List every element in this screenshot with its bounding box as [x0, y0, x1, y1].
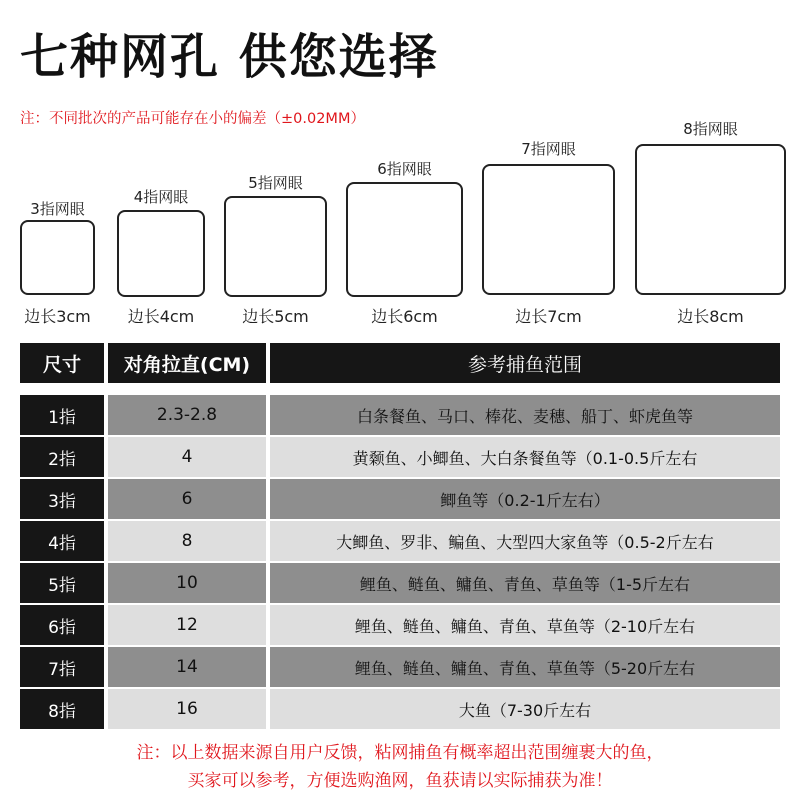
mesh-6	[346, 158, 463, 326]
catch-range-cell: 鲤鱼、鲢鱼、鳙鱼、青鱼、草鱼等（1-5斤左右	[270, 563, 780, 603]
diagonal-cell: 14	[108, 647, 266, 687]
tolerance-note: 注：不同批次的产品可能存在小的偏差（±0.02MM）	[20, 111, 365, 127]
page-title: 七种网孔 供您选择	[20, 29, 439, 85]
size-cell: 2指	[20, 437, 104, 477]
mesh-label: 7指网眼	[521, 140, 576, 158]
diagonal-cell: 16	[108, 689, 266, 729]
size-cell: 3指	[20, 479, 104, 519]
mesh-8	[635, 118, 786, 326]
mesh-side-length: 边长6cm	[371, 307, 438, 326]
size-cell: 7指	[20, 647, 104, 687]
mesh-square-6	[346, 182, 463, 297]
table-row	[20, 605, 780, 645]
mesh-label: 4指网眼	[133, 188, 189, 206]
table-row	[20, 521, 780, 561]
mesh-square-4	[117, 210, 205, 297]
mesh-side-length: 边长3cm	[24, 307, 91, 326]
mesh-side-length: 边长8cm	[677, 307, 744, 326]
table-row	[20, 689, 780, 729]
mesh-side-length: 边长5cm	[242, 307, 309, 326]
diagonal-cell: 8	[108, 521, 266, 561]
catch-range-cell: 鲫鱼等（0.2-1斤左右）	[270, 479, 780, 519]
mesh-label: 3指网眼	[30, 200, 85, 218]
mesh-square-3	[20, 220, 95, 295]
disclaimer-line-2: 买家可以参考，方便选购渔网，鱼获请以实际捕获为准！	[187, 771, 613, 791]
diagonal-cell: 4	[108, 437, 266, 477]
mesh-7	[482, 138, 615, 326]
diagonal-cell: 6	[108, 479, 266, 519]
catch-range-cell: 大鱼（7-30斤左右	[270, 689, 780, 729]
mesh-square-7	[482, 164, 615, 295]
header-diagonal: 对角拉直(CM)	[108, 343, 266, 383]
mesh-label: 8指网眼	[683, 120, 738, 138]
table-header-row	[20, 343, 780, 383]
diagonal-cell: 2.3-2.8	[108, 395, 266, 435]
mesh-label: 5指网眼	[248, 174, 303, 192]
catch-range-cell: 黄颡鱼、小鲫鱼、大白条餐鱼等（0.1-0.5斤左右	[270, 437, 780, 477]
table-row	[20, 563, 780, 603]
mesh-square-5	[224, 196, 327, 297]
catch-range-cell: 鲤鱼、鲢鱼、鳙鱼、青鱼、草鱼等（2-10斤左右	[270, 605, 780, 645]
catch-range-cell: 大鲫鱼、罗非、鳊鱼、大型四大家鱼等（0.5-2斤左右	[270, 521, 780, 561]
header-catch-range: 参考捕鱼范围	[270, 343, 780, 383]
header-size: 尺寸	[20, 343, 104, 383]
table-row	[20, 479, 780, 519]
mesh-side-length: 边长4cm	[127, 307, 195, 326]
size-cell: 5指	[20, 563, 104, 603]
table-row	[20, 395, 780, 435]
size-cell: 8指	[20, 689, 104, 729]
diagonal-cell: 10	[108, 563, 266, 603]
size-cell: 6指	[20, 605, 104, 645]
catch-range-cell: 鲤鱼、鲢鱼、鳙鱼、青鱼、草鱼等（5-20斤左右	[270, 647, 780, 687]
mesh-4	[117, 186, 205, 326]
mesh-square-8	[635, 144, 786, 295]
table-row	[20, 647, 780, 687]
diagonal-cell: 12	[108, 605, 266, 645]
mesh-5	[224, 172, 327, 326]
size-cell: 1指	[20, 395, 104, 435]
size-cell: 4指	[20, 521, 104, 561]
table-row	[20, 437, 780, 477]
mesh-label: 6指网眼	[377, 160, 432, 178]
mesh-side-length: 边长7cm	[515, 307, 582, 326]
catch-range-cell: 白条餐鱼、马口、棒花、麦穗、船丁、虾虎鱼等	[270, 395, 780, 435]
mesh-3	[20, 198, 95, 326]
disclaimer-line-1: 注：以上数据来源自用户反馈，粘网捕鱼有概率超出范围缠裹大的鱼，	[136, 743, 664, 763]
